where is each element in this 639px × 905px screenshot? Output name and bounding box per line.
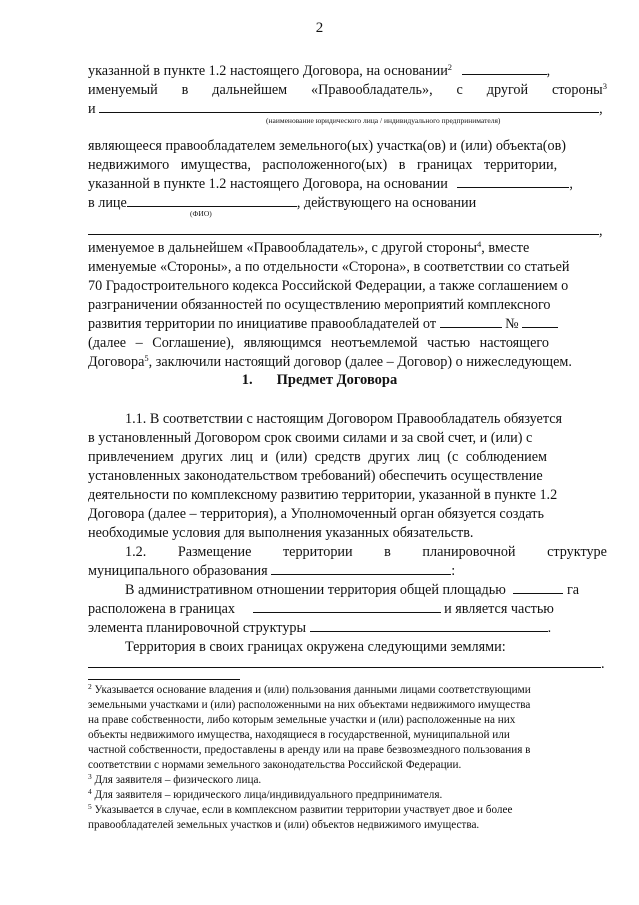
text-line bbox=[88, 81, 607, 100]
text-line: установленных законодательством требований) обеспечить осуществление bbox=[88, 468, 543, 484]
text-line: деятельности по комплексному развитию территории, указанной в пункте 1.2 bbox=[88, 487, 558, 503]
text-line: привлечением других лиц и (или) средств других лиц (с соблюдением bbox=[88, 449, 548, 465]
section-title: Предмет Договора bbox=[276, 372, 398, 388]
text: муниципального образования bbox=[88, 563, 268, 579]
page-number: 2 bbox=[315, 20, 324, 36]
text: Договора bbox=[88, 354, 145, 370]
footnote-mark: 5 bbox=[88, 802, 92, 811]
text: указанной в пункте 1.2 настоящего Договора, на основании bbox=[88, 63, 448, 79]
text: в лице bbox=[88, 195, 127, 211]
text: и является частью bbox=[444, 601, 554, 617]
footnote-line bbox=[88, 803, 607, 819]
footnote-line bbox=[88, 773, 607, 789]
blank-line bbox=[271, 562, 451, 575]
footnote-line: частной собственности, предоставлены в аренду или на праве безвозмездного пользования в bbox=[88, 744, 531, 756]
section-heading bbox=[0, 372, 639, 389]
blank-line bbox=[88, 222, 599, 235]
punctuation: , bbox=[569, 176, 573, 192]
text-line bbox=[88, 175, 607, 194]
word: структуре bbox=[547, 544, 607, 560]
text-line: Договора (далее – территория), а Уполномоченный орган обязуется создать bbox=[88, 506, 544, 522]
text-line: необходимые условия для выполнения указанных обязательств. bbox=[88, 525, 474, 541]
text-line bbox=[88, 655, 607, 674]
punctuation: . bbox=[547, 620, 552, 636]
footnote-line: соответствии с нормами земельного законодательства Российской Федерации. bbox=[88, 759, 462, 771]
text: В административном отношении территория общей площадью bbox=[125, 582, 506, 598]
text-line bbox=[125, 543, 607, 562]
text-line bbox=[125, 581, 607, 600]
footnote-mark: 3 bbox=[88, 772, 92, 781]
blank-line bbox=[457, 175, 569, 188]
text-line: Территория в своих границах окружена следующими землями: bbox=[125, 639, 506, 655]
footnote-mark: 2 bbox=[88, 682, 92, 691]
punctuation: , bbox=[546, 63, 551, 79]
text: , заключили настоящий договор (далее – Договор) о нижеследующем. bbox=[148, 354, 572, 370]
text-line: разграничении обязанностей по осуществлению мероприятий комплексного bbox=[88, 297, 551, 313]
word: Размещение bbox=[177, 544, 252, 560]
text: Для заявителя – физического лица. bbox=[94, 774, 262, 786]
punctuation: , bbox=[599, 223, 603, 239]
text-line: в установленный Договором срок своими силами и за свой счет, и (или) с bbox=[88, 430, 533, 446]
blank-line bbox=[310, 619, 548, 632]
text: Указывается в случае, если в комплексном развитии территории участвует двое и более bbox=[94, 804, 513, 816]
text: указанной в пункте 1.2 настоящего Договора, на основании bbox=[88, 176, 448, 192]
blank-line bbox=[127, 194, 297, 207]
footnote-line: объекты недвижимого имущества, находящиеся в государственной, муниципальной или bbox=[88, 729, 510, 741]
word: территории bbox=[282, 544, 353, 560]
blank-line bbox=[440, 315, 502, 328]
text-line: 1.1. В соответствии с настоящим Договором Правообладатель обязуется bbox=[125, 411, 563, 427]
footnote-ref: 4 bbox=[477, 239, 482, 249]
text: , действующего на основании bbox=[296, 195, 477, 211]
footnote-ref: 2 bbox=[447, 62, 453, 72]
footnote-ref: 3 bbox=[602, 81, 607, 91]
word: планировочной bbox=[422, 544, 516, 560]
text-line bbox=[88, 315, 607, 334]
text-line bbox=[88, 239, 607, 258]
text-line: недвижимого имущества, расположенного(ых) в границах территории, bbox=[88, 157, 558, 173]
text-line: 70 Градостроительного кодекса Российской Федерации, а также соглашением о bbox=[88, 278, 569, 294]
text: Указывается основание владения и (или) пользования данными лицами соответствующими bbox=[94, 684, 531, 696]
punctuation: : bbox=[451, 563, 456, 579]
footnote-separator bbox=[88, 679, 240, 680]
field-caption: (наименование юридического лица / индивидуального предпринимателя) bbox=[266, 116, 501, 125]
footnote-line: земельными участками и (или) расположенными на них объектами недвижимого имущества bbox=[88, 699, 531, 711]
text: Для заявителя – юридического лица/индивидуального предпринимателя. bbox=[94, 789, 443, 801]
word: с bbox=[456, 82, 463, 98]
text-line bbox=[88, 62, 607, 81]
text-line: являющееся правообладателем земельного(ых) участка(ов) и (или) объекта(ов) bbox=[88, 138, 567, 154]
text: именуемое в дальнейшем «Правообладатель», с другой стороны bbox=[88, 240, 478, 256]
punctuation: , bbox=[599, 101, 603, 117]
text: и bbox=[88, 101, 96, 117]
text: элемента планировочной структуры bbox=[88, 620, 307, 636]
blank-line bbox=[462, 62, 547, 75]
text-line: именуемые «Стороны», а по отдельности «Сторона», в соответствии со статьей bbox=[88, 259, 570, 275]
footnote-line: на праве собственности, либо которым земельные участки и (или) расположенные на них bbox=[88, 714, 516, 726]
blank-line bbox=[513, 581, 563, 594]
text-line bbox=[88, 600, 607, 619]
text-line bbox=[88, 562, 607, 581]
text-line: (далее – Соглашение), являющимся неотъемлемой частью настоящего bbox=[88, 335, 549, 351]
word bbox=[552, 81, 607, 100]
footnote-line bbox=[88, 788, 607, 804]
blank-line bbox=[253, 600, 441, 613]
blank-line bbox=[99, 100, 599, 113]
word: именуемый bbox=[88, 82, 158, 98]
section-number: 1. bbox=[241, 372, 253, 388]
word: в bbox=[384, 544, 391, 560]
word-text: стороны bbox=[552, 82, 603, 98]
footnote-ref: 5 bbox=[144, 353, 149, 363]
text: развития территории по инициативе правообладателей от bbox=[88, 316, 437, 332]
word: «Правообладатель», bbox=[311, 82, 433, 98]
blank-line bbox=[88, 655, 601, 668]
word: 1.2. bbox=[125, 544, 147, 560]
word: в bbox=[181, 82, 189, 98]
text: № bbox=[505, 316, 519, 332]
footnote-line: правообладателей земельных участков и (или) объектов недвижимого имущества. bbox=[88, 819, 480, 831]
text: расположена в границах bbox=[88, 601, 235, 617]
blank-line bbox=[522, 315, 558, 328]
text: , вместе bbox=[481, 240, 530, 256]
text: га bbox=[566, 582, 580, 598]
text-line bbox=[88, 353, 607, 372]
footnote-line bbox=[88, 683, 607, 699]
punctuation: . bbox=[601, 656, 605, 672]
word: другой bbox=[486, 82, 529, 98]
text-line bbox=[88, 194, 607, 213]
footnote-mark: 4 bbox=[88, 787, 92, 796]
field-caption: (ФИО) bbox=[190, 209, 212, 218]
word: дальнейшем bbox=[212, 82, 288, 98]
text-line bbox=[88, 619, 607, 638]
